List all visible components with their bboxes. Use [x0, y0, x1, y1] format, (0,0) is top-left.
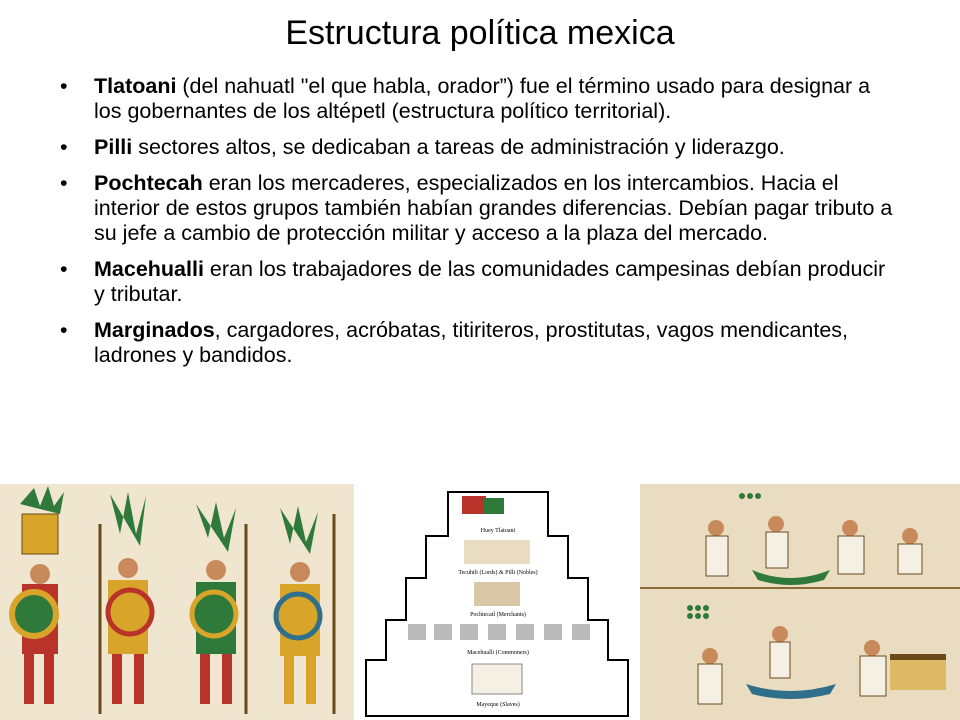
bullet-term: Pilli — [94, 135, 133, 159]
bullet-term: Tlatoani — [94, 74, 177, 98]
bullet-item-tlatoani — [60, 74, 900, 124]
bullet-text: (del nahuatl "el que habla, orador”) fue el término usado para designar a los gobernantes de los altépetl (estructura político territorial). — [94, 74, 871, 123]
bullet-dot: • — [60, 171, 68, 195]
bullet-text: , cargadores, acróbatas, titiriteros, prostitutas, vagos mendicantes, ladrones y bandidos. — [94, 318, 849, 367]
bullet-dot: • — [60, 318, 68, 342]
bullet-dot: • — [60, 74, 68, 98]
bullet-dot: • — [60, 257, 68, 281]
bullet-text: eran los trabajadores de las comunidades campesinas debían producir y tributar. — [94, 257, 886, 306]
bullet-item-marginados — [60, 318, 900, 368]
bullet-dot: • — [60, 135, 68, 159]
bullet-item-macehualli — [60, 257, 900, 307]
warriors-illustration — [0, 484, 354, 720]
pyramid-level-label: Macehualli (Commoners) — [467, 650, 529, 656]
bullet-item-pochtecah — [60, 171, 900, 246]
bullet-list — [60, 74, 900, 379]
social-pyramid-image — [354, 484, 640, 720]
bullet-term: Pochtecah — [94, 171, 203, 195]
bullet-text: sectores altos, se dedicaban a tareas de administración y liderazgo. — [132, 135, 785, 159]
pyramid-level-label: Pochtecatl (Merchants) — [470, 612, 526, 618]
pyramid-level-label: Tecuhtli (Lords) & Pilli (Nobles) — [458, 570, 538, 576]
bullet-item-pilli — [60, 135, 900, 160]
codex-daily-life-image — [640, 484, 960, 720]
codex-scene-illustration — [640, 484, 960, 720]
aztec-warriors-image — [0, 484, 354, 720]
pyramid-level-label: Mayeque (Slaves) — [476, 702, 520, 708]
social-pyramid-diagram — [354, 484, 640, 720]
bullet-term: Macehualli — [94, 257, 204, 281]
bullet-term: Marginados — [94, 318, 215, 342]
bullet-text: eran los mercaderes, especializados en los intercambios. Hacia el interior de estos grupos también habían grandes diferencias. Debían pagar tributo a su jefe a cambio de protección militar y acceso a la plaza del mercado. — [94, 171, 893, 245]
pyramid-level-label: Huey Tlatoani — [480, 528, 516, 534]
slide-title: Estructura política mexica — [285, 14, 675, 52]
